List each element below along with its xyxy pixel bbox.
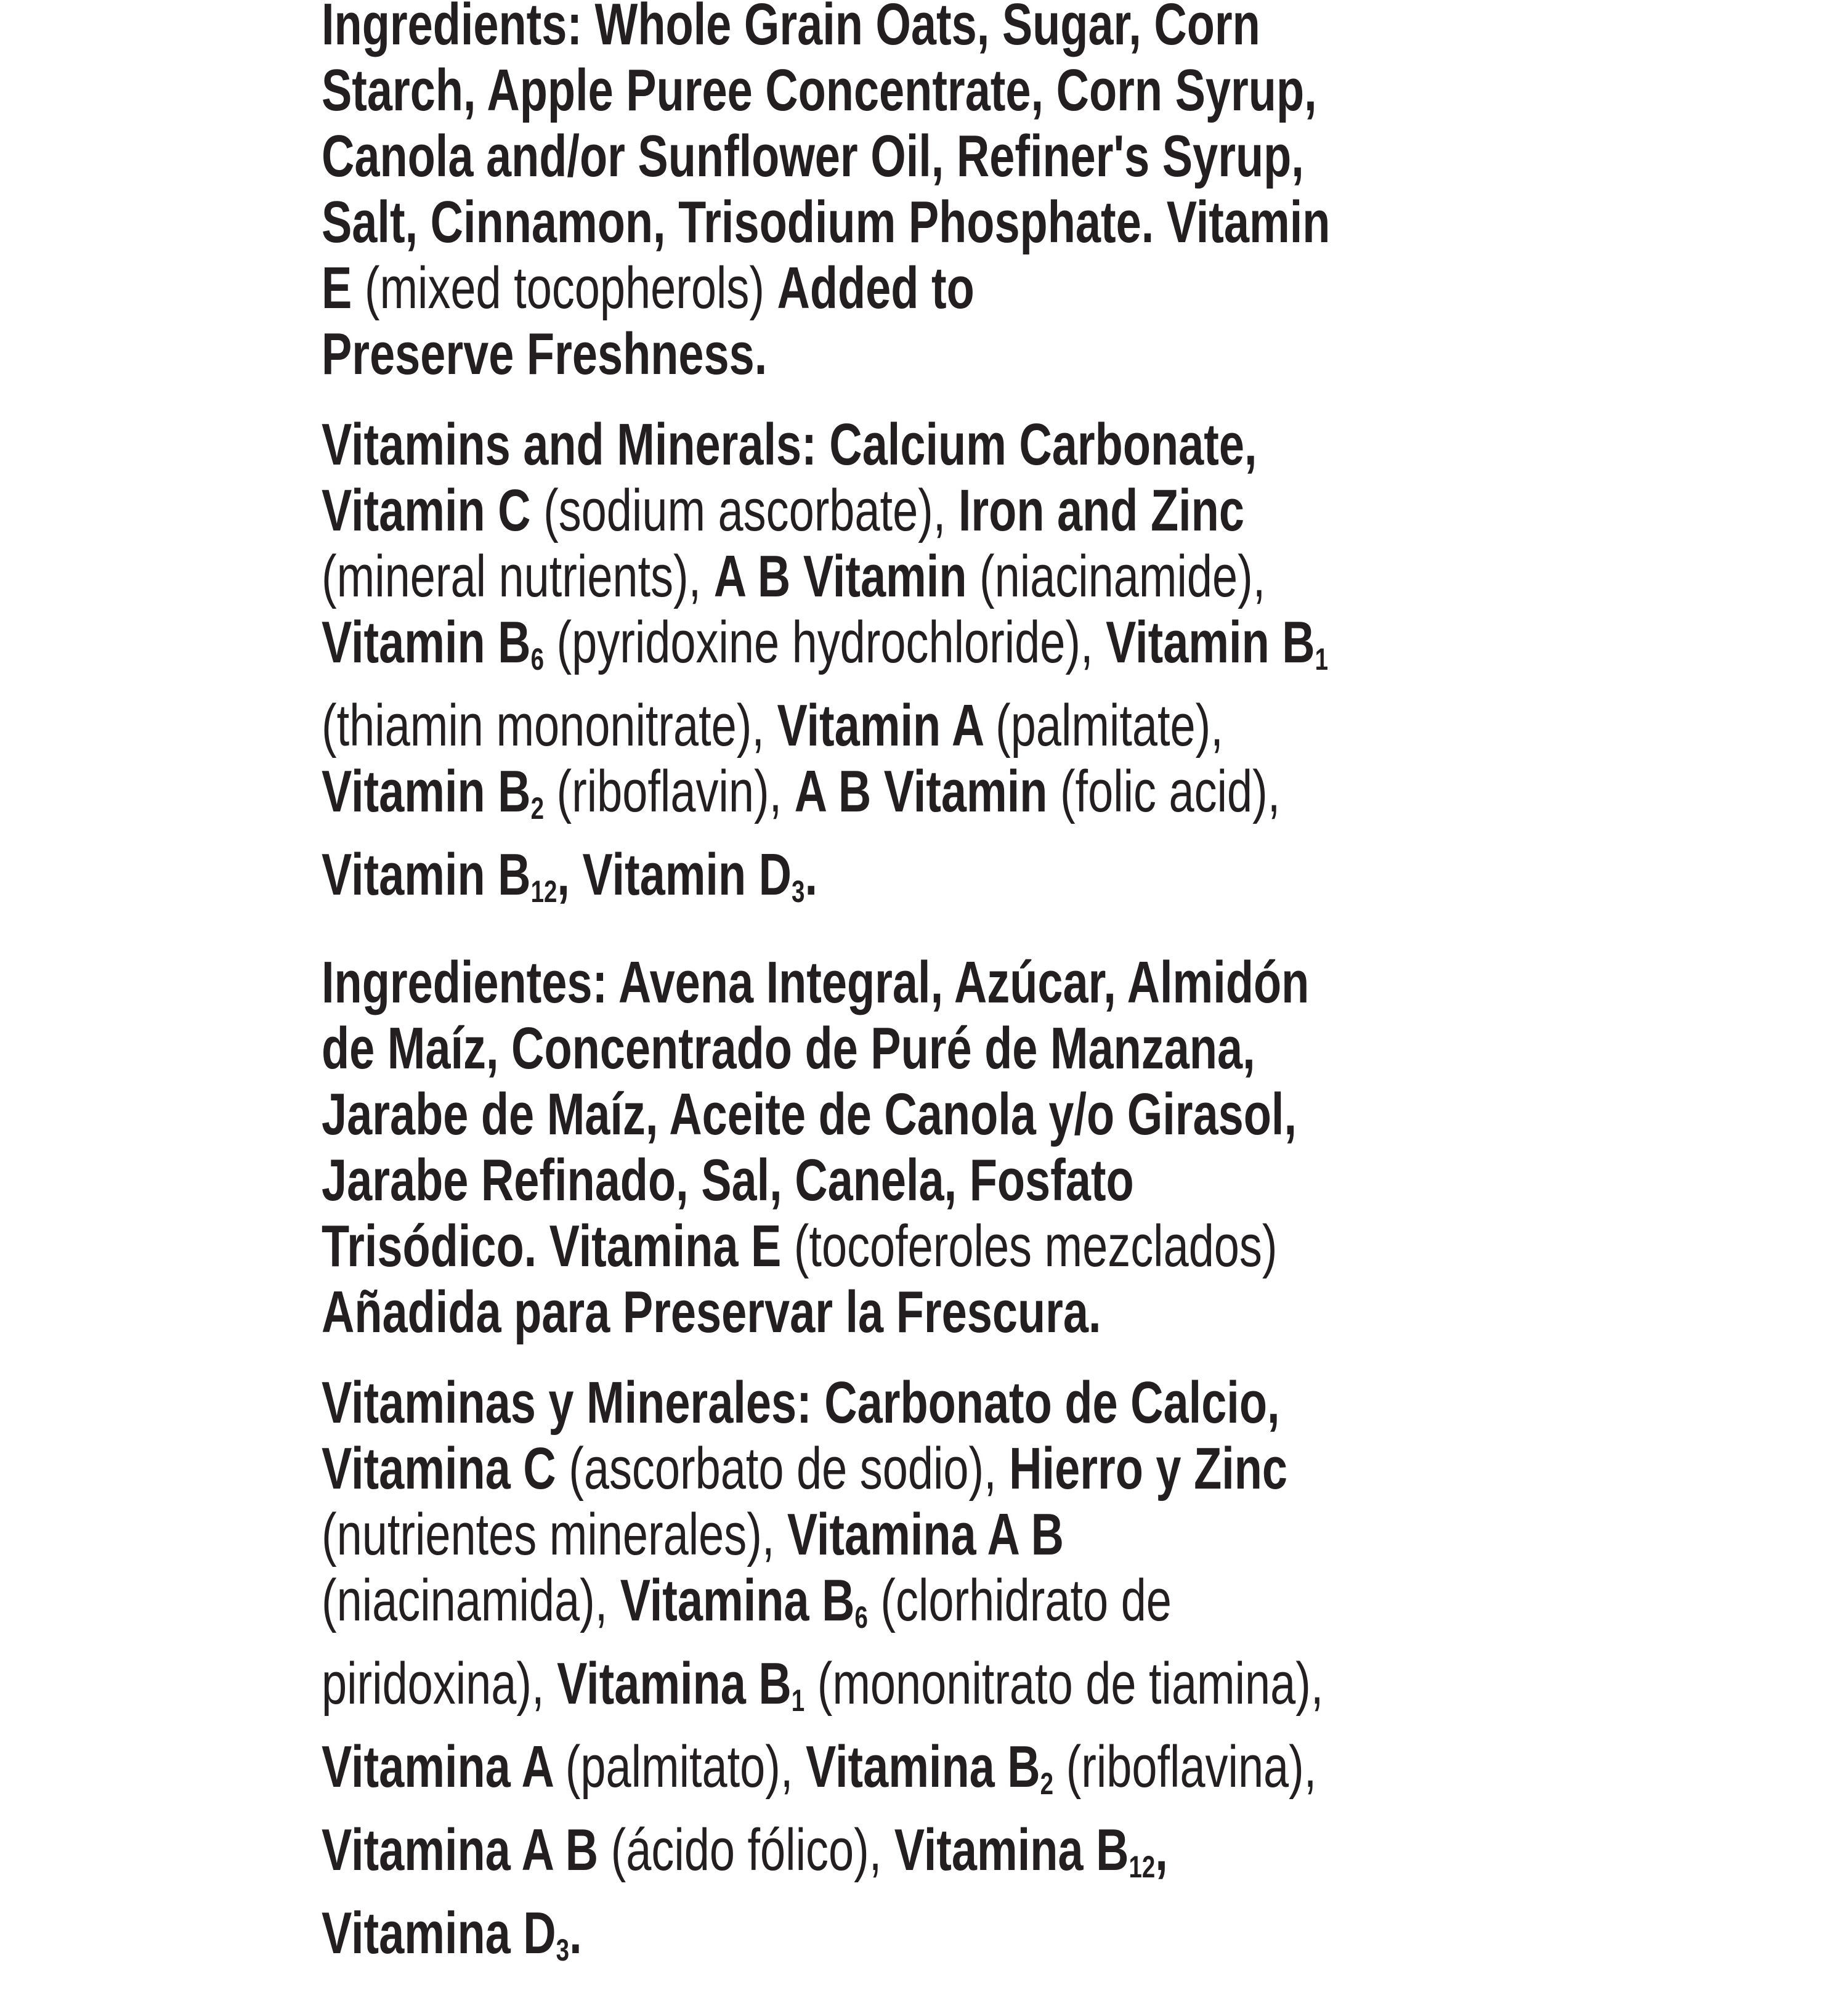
text-line — [322, 842, 1848, 925]
regular-text: (riboflavina), — [1053, 1734, 1317, 1800]
ingredients-label — [322, 0, 1848, 2008]
bold-text: Ingredientes: Avena Integral, Azúcar, Almidón — [322, 949, 1310, 1015]
text-line — [322, 609, 1848, 693]
bold-text: Added to — [777, 255, 975, 321]
bold-text: , — [1155, 1817, 1168, 1883]
text-line — [322, 543, 1848, 609]
bold-text: Vitamina C — [322, 1436, 569, 1502]
bold-text: Ingredients: Whole Grain Oats, Sugar, Corn — [322, 0, 1260, 57]
bold-text: Salt, Cinnamon, Trisodium Phosphate. Vitamin — [322, 189, 1331, 255]
subscript: 1 — [1315, 642, 1329, 677]
bold-text: Vitamina B — [894, 1817, 1129, 1883]
text-line — [322, 1213, 1848, 1279]
text-line — [322, 1147, 1848, 1213]
text-line — [322, 1370, 1848, 1436]
bold-text: Añadida para Preservar la Frescura. — [322, 1279, 1101, 1345]
bold-text: Hierro y Zinc — [1009, 1436, 1288, 1502]
text-line — [322, 1651, 1848, 1734]
bold-text: Iron and Zinc — [958, 478, 1244, 543]
regular-text: (sodium ascorbate), — [543, 478, 958, 543]
regular-text: (folic acid), — [1060, 758, 1281, 824]
bold-text: Vitamina B — [620, 1567, 855, 1633]
regular-text: (thiamin mononitrate), — [322, 693, 777, 758]
bold-text: Jarabe de Maíz, Aceite de Canola y/o Girasol, — [322, 1081, 1297, 1147]
bold-text: Vitamina D — [322, 1900, 556, 1966]
bold-text: Vitamina B — [557, 1651, 792, 1717]
text-line — [322, 255, 1848, 321]
text-line — [322, 1279, 1848, 1345]
subscript: 3 — [556, 1933, 570, 1967]
text-line — [322, 412, 1848, 478]
bold-text: Vitamin B — [1106, 609, 1315, 675]
text-line — [322, 123, 1848, 189]
regular-text: (niacinamide), — [979, 543, 1266, 609]
text-line — [322, 478, 1848, 543]
bold-text: Preserve Freshness. — [322, 321, 768, 387]
bold-text: Jarabe Refinado, Sal, Canela, Fosfato — [322, 1147, 1134, 1213]
bold-text: Vitamins and Minerals: Calcium Carbonate, — [322, 412, 1257, 478]
subscript: 2 — [530, 791, 544, 826]
subscript: 6 — [854, 1600, 868, 1635]
bold-text: Canola and/or Sunflower Oil, Refiner's Syrup, — [322, 123, 1304, 189]
regular-text: (ácido fólico), — [610, 1817, 894, 1883]
regular-text: (pyridoxine hydrochloride), — [543, 609, 1106, 675]
bold-text: Vitamina A B — [787, 1502, 1064, 1567]
subscript: 6 — [530, 642, 544, 677]
regular-text: (nutrientes minerales), — [322, 1502, 787, 1567]
ingredients-english-paragraph — [322, 0, 1848, 387]
bold-text: Vitamina A B — [322, 1817, 611, 1883]
vitaminas-minerales-spanish-paragraph — [322, 1370, 1848, 1983]
text-line — [322, 1015, 1848, 1081]
regular-text: (riboflavin), — [543, 758, 795, 824]
bold-text: A B Vitamin — [713, 543, 980, 609]
subscript: 12 — [530, 874, 557, 909]
text-line — [322, 57, 1848, 123]
regular-text: (niacinamida), — [322, 1567, 620, 1633]
text-line — [322, 321, 1848, 387]
text-line — [322, 1900, 1848, 1983]
subscript: 1 — [791, 1683, 805, 1718]
bold-text: . — [569, 1900, 582, 1966]
regular-text: (tocoferoles mezclados) — [793, 1213, 1278, 1279]
vitamins-minerals-english-paragraph — [322, 412, 1848, 925]
bold-text: E — [322, 255, 365, 321]
regular-text: (palmitate), — [995, 693, 1223, 758]
text-line — [322, 693, 1848, 758]
regular-text: (ascorbato de sodio), — [569, 1436, 1010, 1502]
bold-text: Vitamina B — [805, 1734, 1040, 1800]
text-line — [322, 1502, 1848, 1567]
bold-text: , Vitamin D — [557, 842, 792, 908]
text-line — [322, 1734, 1848, 1817]
regular-text: (mononitrato de tiamina), — [804, 1651, 1324, 1717]
regular-text: (mixed tocopherols) — [364, 255, 777, 321]
subscript: 3 — [792, 874, 805, 909]
text-line — [322, 949, 1848, 1015]
bold-text: Vitamina A — [322, 1734, 565, 1800]
bold-text: Starch, Apple Puree Concentrate, Corn Syrup, — [322, 57, 1317, 123]
bold-text: Vitamin B — [322, 609, 531, 675]
bold-text: A B Vitamin — [794, 758, 1060, 824]
bold-text: Vitamin B — [322, 842, 531, 908]
regular-text: piridoxina), — [322, 1651, 557, 1717]
bold-text: Vitaminas y Minerales: Carbonato de Calcio, — [322, 1370, 1280, 1436]
text-line — [322, 1817, 1848, 1900]
text-line — [322, 189, 1848, 255]
subscript: 12 — [1129, 1850, 1156, 1884]
bold-text: Trisódico. Vitamina E — [322, 1213, 794, 1279]
text-line — [322, 1081, 1848, 1147]
regular-text: (clorhidrato de — [867, 1567, 1172, 1633]
ingredientes-spanish-paragraph — [322, 949, 1848, 1345]
bold-text: Vitamin B — [322, 758, 531, 824]
text-line — [322, 0, 1848, 57]
bold-text: Vitamin A — [777, 693, 996, 758]
text-line — [322, 1436, 1848, 1502]
bold-text: . — [804, 842, 817, 908]
subscript: 2 — [1040, 1766, 1054, 1801]
text-line — [322, 758, 1848, 842]
regular-text: (mineral nutrients), — [322, 543, 714, 609]
text-line — [322, 1567, 1848, 1651]
regular-text: (palmitato), — [565, 1734, 806, 1800]
bold-text: de Maíz, Concentrado de Puré de Manzana, — [322, 1015, 1255, 1081]
bold-text: Vitamin C — [322, 478, 544, 543]
